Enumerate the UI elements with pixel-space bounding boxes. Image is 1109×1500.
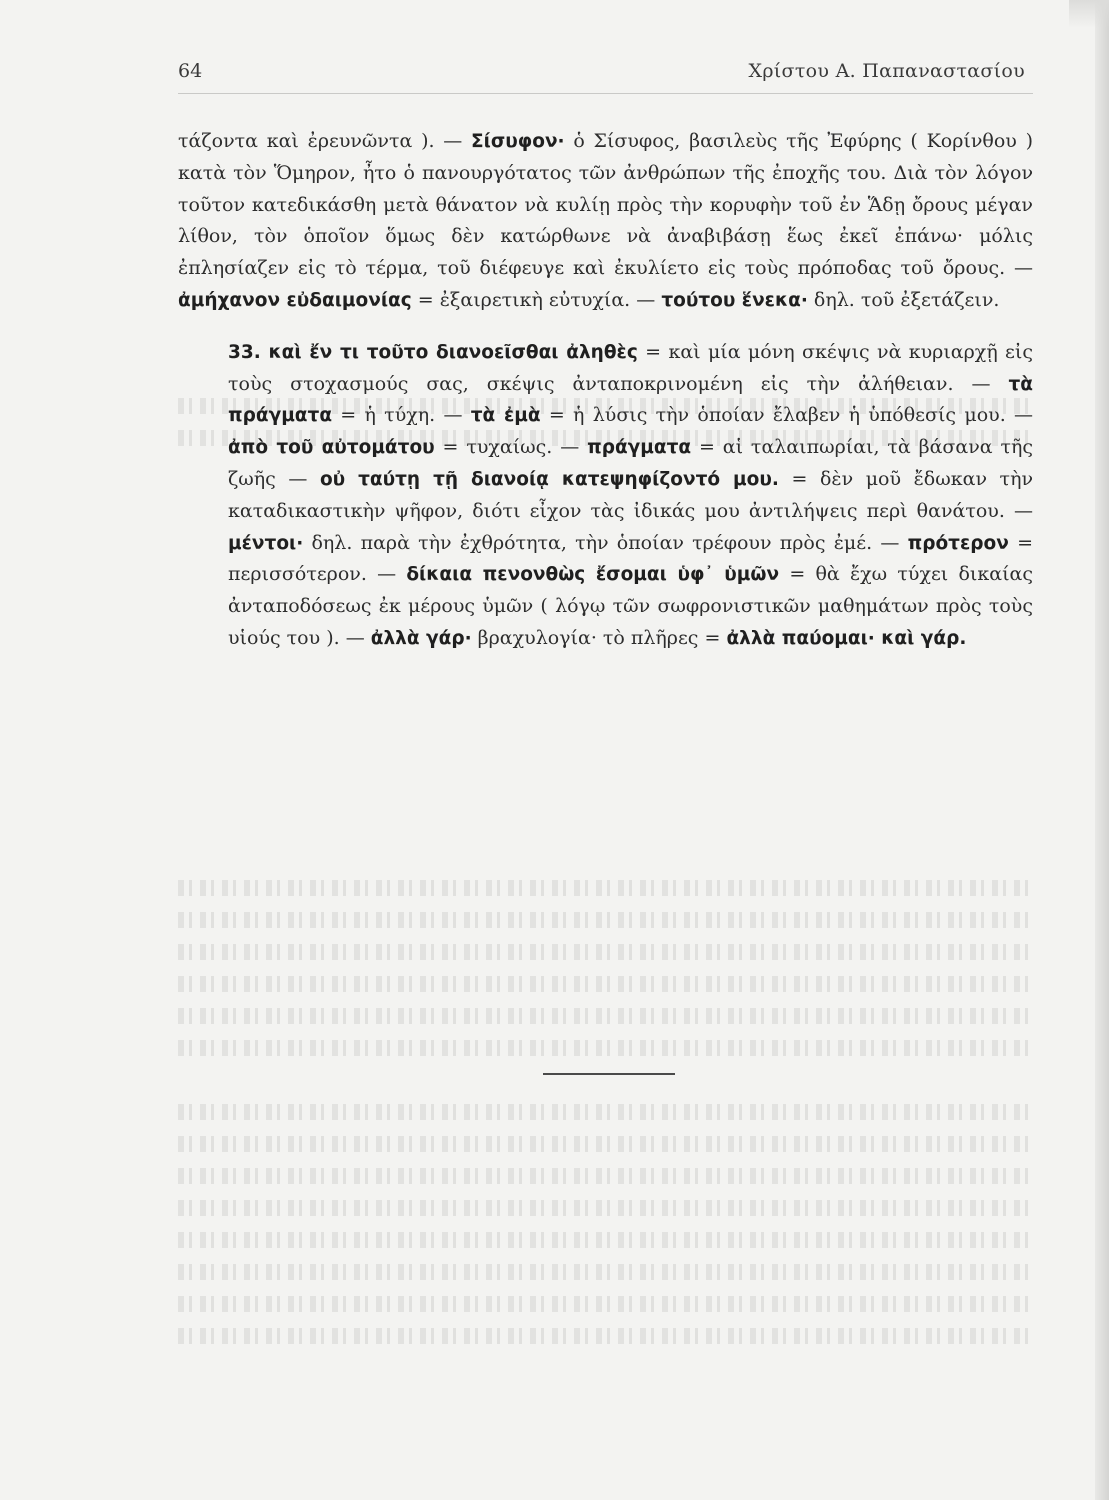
lemma: ἀλλὰ παύομαι· καὶ γάρ. <box>726 627 967 649</box>
commentary-paragraph <box>178 126 1033 317</box>
bleed-through <box>178 1232 1033 1248</box>
lemma: ἀπὸ τοῦ αὐτομάτου <box>228 437 435 459</box>
text-run: = θὰ ἔχω τύχει δικαίας ἀνταποδόσεως ἐκ μέρους ὑμῶν ( λόγῳ τῶν σωφρονιστικῶν μαθημάτων πρὸς τοὺς υἱούς του ). — <box>228 563 1033 649</box>
commentary-body <box>178 126 1033 655</box>
page-number: 64 <box>178 60 203 82</box>
lemma: οὐ ταύτῃ τῇ διανοίᾳ κατεψηφίζοντό μου. <box>319 468 779 490</box>
text-run: = καὶ μία μόνη σκέψις νὰ κυριαρχῇ εἰς τοὺς στοχασμούς σας, σκέψις ἀνταποκρινομένη εἰς τὴν ἀλήθειαν. — <box>228 340 1033 395</box>
text-run: = αἱ ταλαιπωρίαι, τὰ βάσανα τῆς ζωῆς — <box>228 436 1033 490</box>
lemma: πρότερον <box>907 532 1009 554</box>
bleed-through <box>178 1200 1033 1216</box>
text-run: = τυχαίως. — <box>434 436 588 459</box>
lemma: ἀμήχανον εὐδαιμονίας <box>178 289 412 311</box>
page-edge <box>1095 0 1109 1500</box>
section-end-rule <box>543 1073 675 1075</box>
text-run: ὁ Σίσυφος, βασιλεὺς τῆς Ἐφύρης ( Κορίνθου ) κατὰ τὸν Ὅμηρον, ἦτο ὁ πανουργότατος τῶν ἀνθρώπων τῆς ἐποχῆς του. Διὰ τὸν λόγον τοῦτον κατεδικάσθη μετὰ θάνατον νὰ κυλίῃ πρὸς τὴν κορυφὴν τοῦ ἐν Ἅδῃ ὄρους μέγαν λίθον, τὸν ὁποῖον ὅμως δὲν κατώρθωνε νὰ ἀναβιβάσῃ ἕως ἐκεῖ ἐπάνω· μόλις ἐπλησίαζεν εἰς τὸ τέρμα, τοῦ διέφευγε καὶ ἐκυλίετο εἰς τοὺς πρόποδας τοῦ ὄρους. — <box>178 130 1033 280</box>
lemma: πράγματα <box>587 437 692 459</box>
text-run: τάζοντα καὶ ἐρευνῶντα ). — <box>178 130 472 152</box>
text-run: = ἡ λύσις τὴν ὁποίαν ἔλαβεν ἡ ὑπόθεσίς μου. — <box>540 404 1034 427</box>
lemma: μέντοι· <box>228 532 304 554</box>
text-run: βραχυλογία· τὸ πλῆρες = <box>471 626 727 649</box>
section-lemma: 33. καὶ ἔν τι τοῦτο διανοεῖσθαι ἀληθὲς <box>228 341 638 363</box>
bleed-through <box>178 1008 1033 1024</box>
text-run: = ἐξαιρετικὴ εὐτυχία. — <box>411 288 662 311</box>
lemma: τούτου ἕνεκα· <box>661 289 808 311</box>
text-run: δηλ. τοῦ ἐξετάζειν. <box>807 288 1000 311</box>
text-run: = δὲν μοῦ ἔδωκαν τὴν καταδικαστικὴν ψῆφον, διότι εἶχον τὰς ἰδικάς μου ἀντιλήψεις περὶ θανάτου. — <box>228 467 1033 522</box>
lemma: Σίσυφον· <box>471 131 565 152</box>
text-run: = περισσότερον. — <box>228 531 1033 586</box>
page-corner-shadow <box>1069 0 1109 28</box>
bleed-through <box>178 976 1033 992</box>
bleed-through <box>178 1136 1033 1152</box>
bleed-through <box>178 1296 1033 1312</box>
bleed-through <box>178 1264 1033 1280</box>
bleed-through <box>178 880 1033 896</box>
bleed-through <box>178 912 1033 928</box>
commentary-paragraph-33 <box>178 337 1033 655</box>
lemma: δίκαια πενονθὼς ἔσομαι ὑφ᾽ ὑμῶν <box>406 564 780 586</box>
bleed-through <box>178 1040 1033 1056</box>
text-run: δηλ. παρὰ τὴν ἐχθρότητα, τὴν ὁποίαν τρέφουν πρὸς ἐμέ. — <box>303 531 908 554</box>
header-rule <box>178 93 1033 94</box>
text-run: = ἡ τύχη. — <box>332 404 471 427</box>
bleed-through <box>178 944 1033 960</box>
running-header <box>178 58 1025 88</box>
lemma: ἀλλὰ γάρ· <box>370 627 472 649</box>
lemma: τὰ πράγματα <box>228 373 1033 427</box>
bleed-through <box>178 1328 1033 1344</box>
running-title: Χρίστου Α. Παπαναστασίου <box>748 60 1025 82</box>
bleed-through <box>178 1104 1033 1120</box>
lemma: τὰ ἐμὰ <box>470 405 541 427</box>
bleed-through <box>178 1168 1033 1184</box>
